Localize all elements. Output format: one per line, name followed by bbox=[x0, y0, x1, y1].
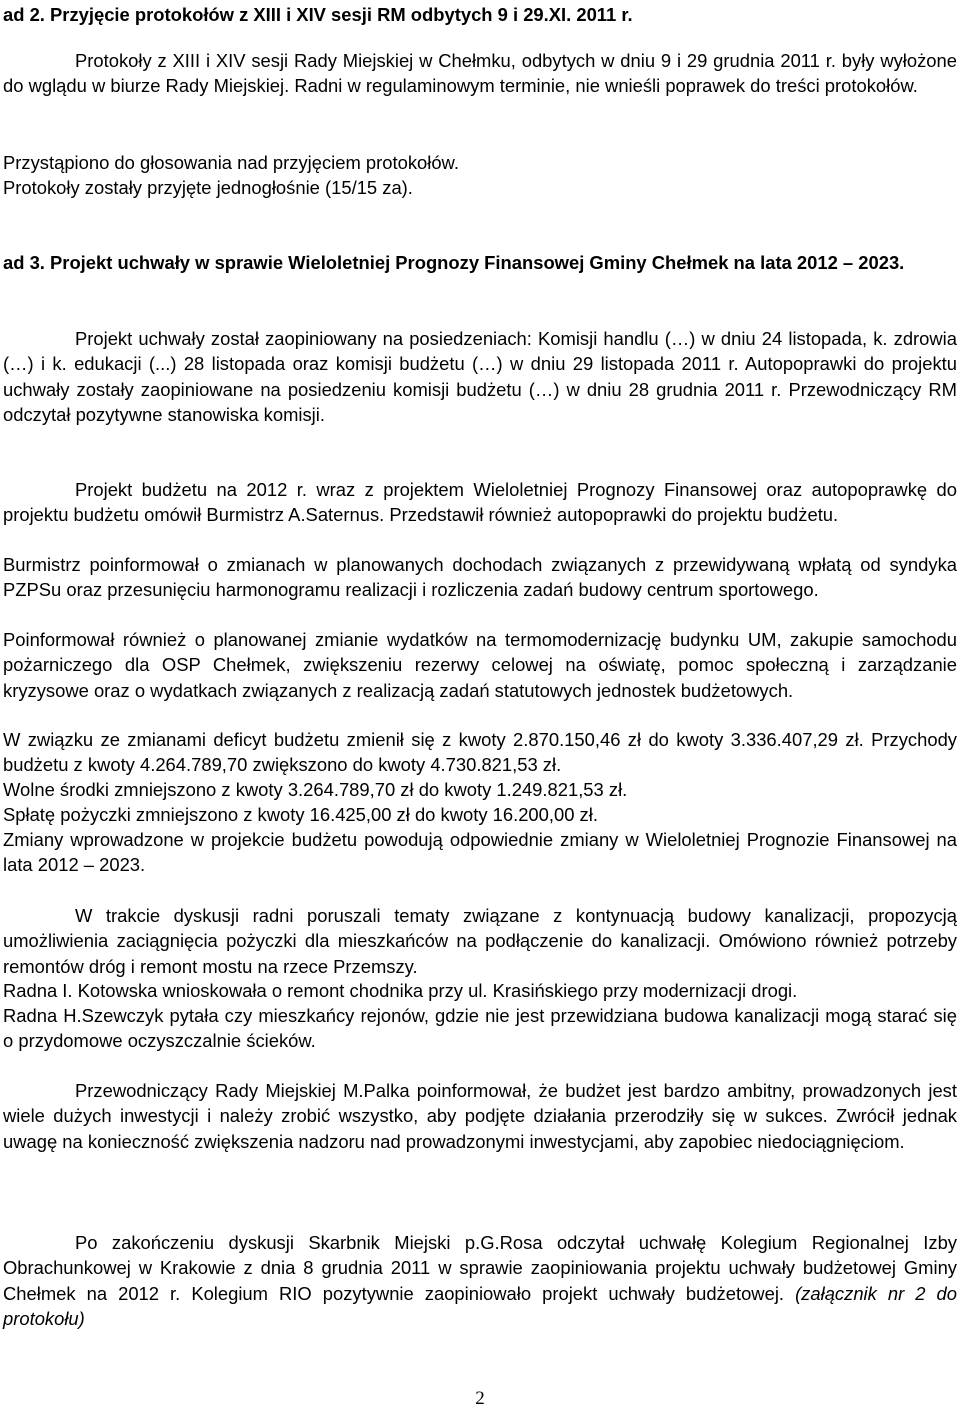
paragraph-ad3-palka: Przewodniczący Rady Miejskiej M.Palka poinformował, że budżet jest bardzo ambitny, prowadzonych jest wiele dużych inwestycji i należy zrobić wszystko, aby podjęte działania przerodziły się w sukces. Zwrócił jednak uwagę na konieczność zwiększenia nadzoru nad prowadzonymi inwestycjami, aby zapobiec niedociągnięciom. bbox=[3, 1080, 957, 1152]
section-ad2-heading: ad 2. Przyjęcie protokołów z XIII i XIV sesji RM odbytych 9 i 29.XI. 2011 r. bbox=[3, 4, 633, 25]
paragraph-ad3-szewczyk: Radna H.Szewczyk pytała czy mieszkańcy rejonów, gdzie nie jest przewidziana budowa kanalizacji mogą starać się o przydomowe oczyszczalnie ścieków. bbox=[3, 1005, 957, 1052]
section-ad3-heading: ad 3. Projekt uchwały w sprawie Wieloletniej Prognozy Finansowej Gminy Chełmek na lata 2012 – 2023. bbox=[3, 252, 905, 273]
paragraph-ad3-discussion: W trakcie dyskusji radni poruszali tematy związane z kontynuacją budowy kanalizacji, propozycją umożliwienia zaciągnięcia pożyczki dla mieszkańców na podłączenie do kanalizacji. Omówiono również potrzeby remontów dróg i remont mostu na rzece Przemszy. bbox=[3, 905, 957, 977]
paragraph-ad3-loan: Spłatę pożyczki zmniejszono z kwoty 16.425,00 zł do kwoty 16.200,00 zł. bbox=[3, 804, 598, 825]
paragraph-ad3-revenues: Burmistrz poinformował o zmianach w planowanych dochodach związanych z przewidywaną wpłatą od syndyka PZPSu oraz przesunięciu harmonogramu realizacji i rozliczenia zadań budowy centrum sportowego. bbox=[3, 554, 957, 601]
paragraph-ad3-kotowska: Radna I. Kotowska wnioskowała o remont chodnika przy ul. Krasińskiego przy modernizacji drogi. bbox=[3, 980, 798, 1001]
attachment-reference: (załącznik nr 2 do protokołu) bbox=[3, 1282, 957, 1330]
paragraph-ad3-free-funds: Wolne środki zmniejszono z kwoty 3.264.789,70 zł do kwoty 1.249.821,53 zł. bbox=[3, 779, 628, 800]
paragraph-ad3-expenses: Poinformował również o planowanej zmianie wydatków na termomodernizację budynku UM, zakupie samochodu pożarniczego dla OSP Chełmek, zwiększeniu rezerwy celowej na oświatę, pomoc społeczną i zarządzanie kryzysowe oraz o wydatkach związanych z realizacją zadań statutowych jednostek budżetowych. bbox=[3, 629, 957, 701]
paragraph-ad2-protocols: Protokoły z XIII i XIV sesji Rady Miejskiej w Chełmku, odbytych w dniu 9 i 29 grudnia 2011 r. były wyłożone do wglądu w biurze Rady Miejskiej. Radni w regulaminowym terminie, nie wnieśli poprawek do treści protokołów. bbox=[3, 50, 957, 97]
rio-opinion-text: Po zakończeniu dyskusji Skarbnik Miejski p.G.Rosa odczytał uchwałę Kolegium Regionalnej Izby Obrachunkowej w Krakowie z dnia 8 grudnia 2011 w sprawie zaopiniowania projektu uchwały budżetowej Gminy Chełmek na 2012 r. Kolegium RIO pozytywnie zaopiniowało projekt uchwały budżetowej. bbox=[3, 1232, 957, 1304]
paragraph-ad3-rio-opinion bbox=[3, 1230, 957, 1332]
paragraph-ad2-vote-line2: Protokoły zostały przyjęte jednogłośnie (15/15 za). bbox=[3, 177, 413, 198]
page-number: 2 bbox=[475, 1388, 485, 1409]
paragraph-ad3-committees: Projekt uchwały został zaopiniowany na posiedzeniach: Komisji handlu (…) w dniu 24 listopada, k. zdrowia (…) i k. edukacji (...) 28 listopada oraz komisji budżetu (…) w dniu 29 listopada 2011 r. Autopoprawki do projektu uchwały zostały zaopiniowane na posiedzeniu komisji budżetu (…) w dniu 28 grudnia 2011 r. Przewodniczący RM odczytał pozytywne stanowiska komisji. bbox=[3, 328, 957, 426]
paragraph-ad3-wpf-changes: Zmiany wprowadzone w projekcie budżetu powodują odpowiednie zmiany w Wieloletniej Prognozie Finansowej na lata 2012 – 2023. bbox=[3, 829, 957, 876]
paragraph-ad3-deficit: W związku ze zmianami deficyt budżetu zmienił się z kwoty 2.870.150,46 zł do kwoty 3.336.407,29 zł. Przychody budżetu z kwoty 4.264.789,70 zwiększono do kwoty 4.730.821,53 zł. bbox=[3, 729, 957, 776]
paragraph-ad2-vote-line1: Przystąpiono do głosowania nad przyjęciem protokołów. bbox=[3, 152, 459, 173]
paragraph-ad3-budget-project: Projekt budżetu na 2012 r. wraz z projektem Wieloletniej Prognozy Finansowej oraz autopoprawkę do projektu budżetu omówił Burmistrz A.Saternus. Przedstawił również autopoprawki do projektu budżetu. bbox=[3, 479, 957, 526]
